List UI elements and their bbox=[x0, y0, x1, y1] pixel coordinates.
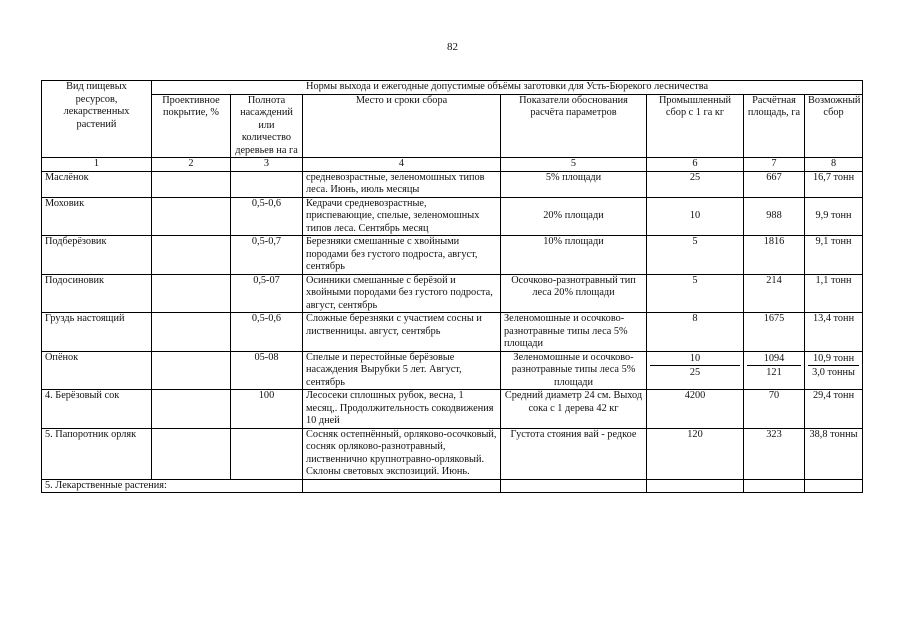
header-yield: Промышленный сбор с 1 га кг bbox=[647, 94, 744, 158]
total-split-cell bbox=[805, 351, 863, 390]
total-cell: 1,1 тонн bbox=[805, 274, 863, 313]
table-span-header: Нормы выхода и ежегодные допустимые объёмы заготовки для Усть-Бюрекого лесничества bbox=[152, 81, 863, 95]
area-cell: 214 bbox=[744, 274, 805, 313]
table-row bbox=[42, 390, 863, 429]
header-density: Полнота насаждений или количество деревьев на га bbox=[231, 94, 303, 158]
table-row bbox=[42, 197, 863, 236]
col-number: 2 bbox=[152, 158, 231, 172]
col-number: 7 bbox=[744, 158, 805, 172]
header-basis: Показатели обоснования расчёта параметров bbox=[501, 94, 647, 158]
area-value-b: 121 bbox=[766, 366, 782, 378]
resource-name: Опёнок bbox=[42, 351, 152, 390]
empty-cell bbox=[744, 479, 805, 493]
cover-cell bbox=[152, 274, 231, 313]
yield-cell: 10 bbox=[647, 197, 744, 236]
density-cell bbox=[231, 428, 303, 479]
place-cell: Кедрачи средневозрастные, приспевающие, спелые, зеленомошных типов леса. Сентябрь месяц bbox=[303, 197, 501, 236]
header-place: Место и сроки сбора bbox=[303, 94, 501, 158]
col-number: 8 bbox=[805, 158, 863, 172]
col-number: 4 bbox=[303, 158, 501, 172]
area-cell: 70 bbox=[744, 390, 805, 429]
place-cell: Осинники смешанные с берёзой и хвойными породами без густого подроста, август, сентябрь bbox=[303, 274, 501, 313]
table-row bbox=[42, 351, 863, 390]
total-cell: 9,9 тонн bbox=[805, 197, 863, 236]
empty-cell bbox=[501, 479, 647, 493]
resource-name: 4. Берёзовый сок bbox=[42, 390, 152, 429]
area-cell: 1816 bbox=[744, 236, 805, 275]
total-cell: 38,8 тонны bbox=[805, 428, 863, 479]
section-row bbox=[42, 479, 863, 493]
header-resource-type: Вид пищевых ресурсов, лекарственных растений bbox=[42, 81, 152, 158]
total-value-a: 10,9 тонн bbox=[808, 352, 859, 366]
total-cell: 9,1 тонн bbox=[805, 236, 863, 275]
total-cell: 29,4 тонн bbox=[805, 390, 863, 429]
area-cell: 988 bbox=[744, 197, 805, 236]
table-row bbox=[42, 236, 863, 275]
yield-cell: 25 bbox=[647, 171, 744, 197]
place-cell: Сосняк остепнённый, орляково-осочковый, сосняк орляково-разнотравный, лиственнично крупнотравно-орляковый. Склоны световых экспозиций. Июнь. bbox=[303, 428, 501, 479]
col-number: 1 bbox=[42, 158, 152, 172]
density-cell: 100 bbox=[231, 390, 303, 429]
density-cell: 0,5-0,6 bbox=[231, 313, 303, 352]
yield-value-b: 25 bbox=[689, 366, 701, 378]
resource-name: Маслёнок bbox=[42, 171, 152, 197]
place-cell: Спелые и перестойные берёзовые насаждения Вырубки 5 лет. Август, сентябрь bbox=[303, 351, 501, 390]
col-number: 5 bbox=[501, 158, 647, 172]
yield-value-a: 10 bbox=[650, 352, 740, 366]
area-split-cell bbox=[744, 351, 805, 390]
header-cover: Проективное покрытие, % bbox=[152, 94, 231, 158]
header-area: Расчётная площадь, га bbox=[744, 94, 805, 158]
cover-cell bbox=[152, 313, 231, 352]
table-row bbox=[42, 428, 863, 479]
area-cell: 1675 bbox=[744, 313, 805, 352]
col-number: 3 bbox=[231, 158, 303, 172]
cover-cell bbox=[152, 351, 231, 390]
yield-cell: 4200 bbox=[647, 390, 744, 429]
total-value-b: 3,0 тонны bbox=[812, 366, 855, 378]
page-number: 82 bbox=[447, 41, 458, 53]
total-cell: 16,7 тонн bbox=[805, 171, 863, 197]
cover-cell bbox=[152, 197, 231, 236]
section-label: 5. Лекарственные растения: bbox=[42, 479, 303, 493]
resource-name: Подберёзовик bbox=[42, 236, 152, 275]
empty-cell bbox=[805, 479, 863, 493]
column-numbers-row bbox=[42, 158, 863, 172]
resource-name: Груздь настоящий bbox=[42, 313, 152, 352]
area-cell: 667 bbox=[744, 171, 805, 197]
resource-name: Подосиновик bbox=[42, 274, 152, 313]
total-cell: 13,4 тонн bbox=[805, 313, 863, 352]
density-cell: 05-08 bbox=[231, 351, 303, 390]
cover-cell bbox=[152, 390, 231, 429]
table-row bbox=[42, 171, 863, 197]
area-value-a: 1094 bbox=[747, 352, 801, 366]
cover-cell bbox=[152, 171, 231, 197]
yield-cell: 8 bbox=[647, 313, 744, 352]
place-cell: средневозрастные, зеленомошных типов леса. Июнь, июль месяцы bbox=[303, 171, 501, 197]
table-row bbox=[42, 274, 863, 313]
basis-cell: Зеленомошные и осочково-разнотравные типы леса 5% площади bbox=[501, 313, 647, 352]
empty-cell bbox=[303, 479, 501, 493]
yield-cell: 5 bbox=[647, 236, 744, 275]
harvest-norms-table bbox=[41, 80, 863, 493]
area-cell: 323 bbox=[744, 428, 805, 479]
yield-split-cell bbox=[647, 351, 744, 390]
cover-cell bbox=[152, 428, 231, 479]
basis-cell: Осочково-разнотравный тип леса 20% площади bbox=[501, 274, 647, 313]
place-cell: Березняки смешанные с хвойными породами без густого подроста, август, сентябрь bbox=[303, 236, 501, 275]
density-cell: 0,5-07 bbox=[231, 274, 303, 313]
yield-cell: 120 bbox=[647, 428, 744, 479]
basis-cell: Средний диаметр 24 см. Выход сока с 1 дерева 42 кг bbox=[501, 390, 647, 429]
density-cell: 0,5-0,7 bbox=[231, 236, 303, 275]
header-total: Возможный сбор bbox=[805, 94, 863, 158]
cover-cell bbox=[152, 236, 231, 275]
basis-cell: 10% площади bbox=[501, 236, 647, 275]
yield-cell: 5 bbox=[647, 274, 744, 313]
basis-cell: 20% площади bbox=[501, 197, 647, 236]
resource-name: Моховик bbox=[42, 197, 152, 236]
place-cell: Сложные березняки с участием сосны и лиственницы. август, сентябрь bbox=[303, 313, 501, 352]
density-cell: 0,5-0,6 bbox=[231, 197, 303, 236]
density-cell bbox=[231, 171, 303, 197]
basis-cell: Густота стояния вай - редкое bbox=[501, 428, 647, 479]
basis-cell: 5% площади bbox=[501, 171, 647, 197]
resource-name: 5. Папоротник орляк bbox=[42, 428, 152, 479]
basis-cell: Зеленомошные и осочково-разнотравные типы леса 5% площади bbox=[501, 351, 647, 390]
place-cell: Лесосеки сплошных рубок, весна, 1 месяц,. Продолжительность сокодвижения 10 дней bbox=[303, 390, 501, 429]
col-number: 6 bbox=[647, 158, 744, 172]
table-row bbox=[42, 313, 863, 352]
empty-cell bbox=[647, 479, 744, 493]
